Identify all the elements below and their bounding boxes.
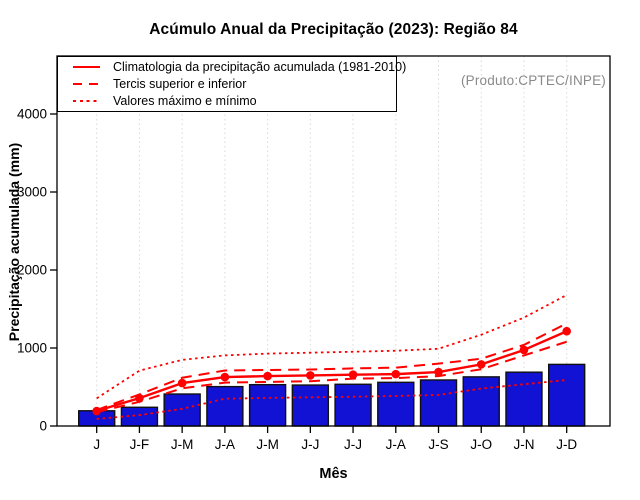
y-axis-label: Precipitação acumulada (mm) — [6, 142, 22, 342]
climatology-point — [178, 379, 187, 388]
legend-label-climatology: Climatologia da precipitação acumulada (1981-2010) — [113, 60, 407, 74]
bar-J-M — [250, 385, 286, 426]
bar-J-N — [506, 372, 542, 426]
climatology-point — [92, 407, 101, 416]
legend-item-terciles — [73, 77, 396, 92]
dotted-line-icon — [73, 100, 100, 103]
y-tick-label: 3000 — [16, 184, 47, 200]
legend-label-max-min: Valores máximo e mínimo — [113, 94, 257, 108]
x-tick-label: J-J — [344, 437, 363, 452]
product-credit: (Produto:CPTEC/INPE) — [460, 73, 606, 88]
climatology-point — [221, 373, 230, 382]
bar-J-A — [207, 387, 243, 426]
x-tick-label: J-S — [428, 437, 449, 452]
climatology-point — [434, 368, 443, 377]
legend-item-climatology — [73, 60, 407, 75]
climatology-point — [135, 394, 144, 403]
bar-J-O — [463, 377, 499, 426]
solid-line-icon — [73, 66, 100, 69]
bar-J-J — [292, 385, 328, 426]
x-tick-label: J-A — [385, 437, 406, 452]
climatology-point — [306, 371, 315, 380]
climatology-point — [391, 370, 400, 379]
legend — [57, 56, 407, 112]
y-tick-label: 2000 — [16, 262, 47, 278]
x-tick-label: J-M — [170, 437, 194, 452]
bar-J-J — [335, 384, 371, 426]
bar-J-A — [378, 382, 414, 426]
climatology-point — [562, 327, 571, 336]
x-tick-label: J — [93, 437, 101, 452]
legend-label-terciles: Tercis superior e inferior — [113, 77, 247, 91]
y-tick-label: 4000 — [16, 106, 47, 122]
climatology-point — [477, 360, 486, 369]
dashed-line-icon — [73, 83, 100, 86]
x-tick-label: J-A — [214, 437, 236, 452]
y-tick-label: 1000 — [16, 340, 47, 356]
x-tick-label: J-N — [513, 437, 535, 452]
x-tick-label: J-F — [129, 437, 150, 452]
x-axis-label: Mês — [319, 466, 348, 482]
chart-title: Acúmulo Anual da Precipitação (2023): Região 84 — [149, 21, 518, 38]
bar-J-D — [549, 364, 585, 426]
y-tick-label: 0 — [39, 418, 47, 434]
legend-item-max-min — [73, 94, 396, 109]
climatology-point — [263, 372, 272, 381]
climatology-point — [349, 370, 358, 379]
x-tick-label: J-D — [556, 437, 578, 452]
climatology-point — [520, 346, 529, 355]
x-tick-label: J-O — [470, 437, 493, 452]
x-tick-label: J-M — [256, 437, 279, 452]
x-tick-label: J-J — [301, 437, 320, 452]
bar-J-S — [421, 380, 457, 426]
